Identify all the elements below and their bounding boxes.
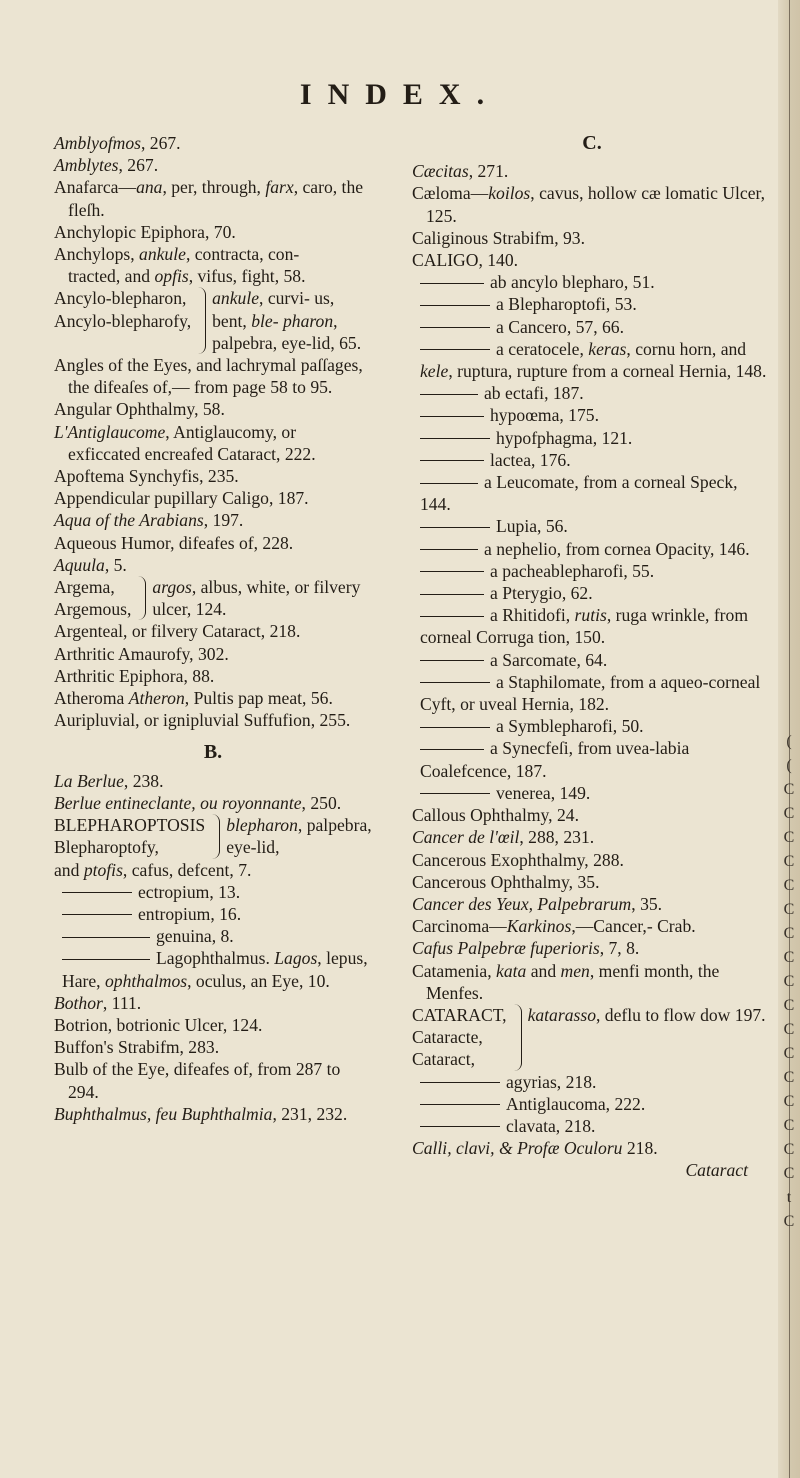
index-entry: CATARACT, bbox=[412, 1004, 507, 1025]
sub-entry bbox=[412, 560, 772, 582]
sub-entry bbox=[412, 649, 772, 671]
index-entry: Cancerous Ophthalmy, 35. bbox=[412, 871, 600, 892]
section-letter: C. bbox=[582, 132, 602, 154]
index-entry: La Berlue, 238. bbox=[54, 770, 164, 791]
sub-entries bbox=[412, 271, 772, 804]
sub-entry bbox=[412, 604, 772, 648]
ditto-dash bbox=[420, 305, 490, 306]
index-entry: CALIGO, 140. bbox=[412, 250, 519, 271]
ditto-dash bbox=[420, 549, 478, 550]
index-entry: Apoftema Synchyfis, 235. bbox=[54, 466, 239, 487]
sub-entry bbox=[412, 449, 772, 471]
edge-glyph: C bbox=[783, 1021, 795, 1038]
sub-entry-text: clavata, 218. bbox=[506, 1115, 596, 1136]
sub-entry bbox=[412, 338, 772, 382]
edge-glyph: C bbox=[783, 901, 795, 918]
sub-entry-text: Lupia, 56. bbox=[496, 516, 568, 537]
index-entry: Buphthalmus, feu Buphthalmia, 231, 232. bbox=[54, 1103, 348, 1124]
edge-glyph: C bbox=[783, 877, 795, 894]
sub-entry-text: hypoœma, 175. bbox=[490, 405, 599, 426]
sub-entry bbox=[412, 715, 772, 737]
bracket-gloss: ankule, curvi- us, bent, ble- pharon, palpebra, eye-lid, 65. bbox=[212, 288, 362, 353]
sub-entry-text: Lagophthalmus. Lagos, lepus, Hare, ophthalmos, oculus, an Eye, 10. bbox=[62, 948, 368, 991]
index-entry: Buffon's Strabifm, 283. bbox=[54, 1037, 220, 1058]
sub-entry-text: a Staphilomate, from a aqueo-corneal Cyft, or uveal Hernia, 182. bbox=[420, 671, 761, 715]
sub-entry-text: venerea, 149. bbox=[496, 782, 591, 803]
ditto-dash bbox=[420, 394, 478, 395]
bracket-gloss: katarasso, deflu to flow dow 197. bbox=[527, 1004, 766, 1025]
ditto-dash bbox=[420, 416, 484, 417]
sub-entry bbox=[412, 515, 772, 537]
sub-entry-text: a Sarcomate, 64. bbox=[490, 649, 608, 670]
sub-entry bbox=[412, 293, 772, 315]
bracket-group bbox=[412, 1004, 772, 1071]
sub-entry-text: a Leucomate, from a corneal Speck, 144. bbox=[420, 472, 738, 515]
sub-entry bbox=[412, 471, 772, 515]
index-entry: Cæcitas, 271. bbox=[412, 161, 509, 182]
sub-entry bbox=[412, 382, 772, 404]
index-entry: and ptofis, cafus, defcent, 7. bbox=[54, 859, 252, 880]
sub-entry bbox=[412, 1071, 772, 1093]
sub-entry bbox=[54, 881, 372, 903]
edge-glyph: C bbox=[783, 949, 795, 966]
sub-entry-text: a nephelio, from cornea Opacity, 146. bbox=[484, 538, 750, 559]
edge-glyph: C bbox=[783, 805, 795, 822]
edge-glyphs bbox=[780, 730, 798, 1234]
index-entry: L'Antiglaucome, Antiglaucomy, or exficcated encreafed Cataract, 222. bbox=[54, 421, 316, 464]
ditto-dash bbox=[62, 914, 132, 915]
edge-glyph: C bbox=[783, 973, 795, 990]
sub-entry bbox=[412, 271, 772, 293]
edge-glyph: C bbox=[783, 1165, 795, 1182]
index-entry: Argema, bbox=[54, 577, 115, 598]
edge-glyph: C bbox=[783, 829, 795, 846]
ditto-dash bbox=[420, 1082, 500, 1083]
index-entry: Argenteal, or filvery Cataract, 218. bbox=[54, 621, 301, 642]
index-entry: Caliginous Strabifm, 93. bbox=[412, 227, 585, 248]
sub-entry-text: ab ancylo blepharo, 51. bbox=[490, 272, 655, 293]
sub-entry-text: genuina, 8. bbox=[156, 926, 234, 947]
ditto-dash bbox=[420, 682, 490, 683]
index-entry: Anafarca—ana, per, through, farx, caro, the fleſh. bbox=[54, 177, 364, 220]
entries-a bbox=[54, 132, 372, 243]
edge-glyph: t bbox=[786, 1189, 792, 1206]
sub-entry-text: entropium, 16. bbox=[138, 903, 242, 924]
index-entry: Cælomа—koilos, cavus, hollow cæ lomatic Ulcer, 125. bbox=[412, 183, 766, 226]
ditto-dash bbox=[420, 460, 484, 461]
edge-glyph: C bbox=[783, 1141, 795, 1158]
sub-entry-text: a Pterygio, 62. bbox=[490, 583, 593, 604]
sub-entry bbox=[412, 782, 772, 804]
index-entry: Ancylo-blepharofy, bbox=[54, 310, 192, 331]
sub-entry-text: ectropium, 13. bbox=[138, 881, 241, 902]
sub-entries bbox=[54, 881, 372, 992]
index-entry: Cancer des Yeux, Palpebrarum, 35. bbox=[412, 893, 663, 914]
sub-entry bbox=[412, 1115, 772, 1137]
sub-entries bbox=[412, 1071, 772, 1138]
ditto-dash bbox=[420, 616, 484, 617]
index-entry: Carcinoma—Karkinos,—Cancer,- Crab. bbox=[412, 916, 696, 937]
sub-entry-text: hypofphagma, 121. bbox=[496, 427, 633, 448]
index-entry: Cancerous Exophthalmy, 288. bbox=[412, 849, 624, 870]
sub-entry bbox=[412, 404, 772, 426]
ditto-dash bbox=[420, 349, 490, 350]
index-entry: Aqua of the Arabians, 197. bbox=[54, 510, 244, 531]
ditto-dash bbox=[420, 660, 484, 661]
index-entry: Bulb of the Eye, difeafes of, from 287 to 294. bbox=[54, 1059, 341, 1102]
index-entry: Appendicular pupillary Caligo, 187. bbox=[54, 488, 309, 509]
edge-glyph: C bbox=[783, 781, 795, 798]
sub-entry-text: a ceratocele, keras, cornu horn, and kele, ruptura, rupture from a corneal Hernia, 148. bbox=[420, 338, 767, 382]
sub-entry bbox=[54, 947, 372, 991]
ditto-dash bbox=[420, 527, 490, 528]
ditto-dash bbox=[420, 571, 484, 572]
left-column bbox=[54, 132, 372, 1125]
bracket-gloss: argos, albus, white, or filvery ulcer, 124. bbox=[152, 577, 361, 620]
sub-entry bbox=[412, 671, 772, 715]
sub-entry-text: a Cancero, 57, 66. bbox=[496, 316, 625, 337]
ditto-dash bbox=[420, 1104, 500, 1105]
index-entry: Argemous, bbox=[54, 599, 132, 620]
sub-entry bbox=[412, 316, 772, 338]
edge-glyph: C bbox=[783, 1117, 795, 1134]
edge-glyph: ( bbox=[786, 757, 792, 774]
sub-entry bbox=[54, 903, 372, 925]
sub-entry-text: agyrias, 218. bbox=[506, 1071, 597, 1092]
ditto-dash bbox=[420, 283, 484, 284]
sub-entry bbox=[412, 427, 772, 449]
edge-glyph: C bbox=[783, 997, 795, 1014]
index-entry: Auripluvial, or ignipluvial Suffufion, 255. bbox=[54, 710, 351, 731]
bracket-group bbox=[54, 576, 372, 620]
section-letter: B. bbox=[203, 741, 223, 764]
sub-entry-text: lactea, 176. bbox=[490, 449, 571, 470]
brace bbox=[135, 576, 146, 620]
index-entry: Arthritic Amaurofy, 302. bbox=[54, 643, 229, 664]
edge-glyph: C bbox=[783, 925, 795, 942]
index-entry: Callous Ophthalmy, 24. bbox=[412, 805, 579, 826]
index-entry: Bothor, 111. bbox=[54, 992, 142, 1013]
ditto-dash bbox=[420, 1126, 500, 1127]
ditto-dash bbox=[62, 937, 150, 938]
sub-entry bbox=[412, 538, 772, 560]
adjacent-page-edge bbox=[778, 0, 800, 1478]
edge-glyph: C bbox=[783, 1045, 795, 1062]
index-entry: Amblytes, 267. bbox=[54, 155, 159, 176]
index-entry: Atheroma Atheron, Pultis pap meat, 56. bbox=[54, 688, 333, 709]
sub-entry-text: a Symblepharofi, 50. bbox=[496, 716, 644, 737]
bracket-group bbox=[54, 814, 372, 858]
ditto-dash bbox=[420, 749, 484, 750]
ditto-dash bbox=[62, 959, 150, 960]
index-entry: Botrion, botrionic Ulcer, 124. bbox=[54, 1014, 263, 1035]
catchword: Cataract bbox=[685, 1160, 748, 1181]
index-entry: Cataracte, bbox=[412, 1027, 483, 1048]
bracket-gloss: blepharon, palpebra, eye-lid, bbox=[226, 815, 372, 858]
index-entry: Berlue entineclante, ou royonnante, 250. bbox=[54, 792, 342, 813]
ditto-dash bbox=[420, 594, 484, 595]
brace bbox=[195, 287, 206, 354]
index-entry: Anchylopic Epiphora, 70. bbox=[54, 221, 236, 242]
edge-glyph: ( bbox=[786, 733, 792, 750]
index-entry: Cataract, bbox=[412, 1049, 476, 1070]
bracket-group bbox=[54, 287, 372, 354]
index-entry: Calli, clavi, & Profæ Oculoru 218. bbox=[412, 1138, 658, 1159]
sub-entry-text: Antiglaucoma, 222. bbox=[506, 1093, 646, 1114]
sub-entry-text: a Blepharoptofi, 53. bbox=[496, 294, 637, 315]
index-entry: Angular Ophthalmy, 58. bbox=[54, 399, 225, 420]
sub-entry-text: a pacheablepharofi, 55. bbox=[490, 560, 655, 581]
sub-entry bbox=[412, 1093, 772, 1115]
index-entry: Ancylo-blepharon, bbox=[54, 288, 187, 309]
ditto-dash bbox=[420, 327, 490, 328]
index-entry: Catamenia, kata and men, menfi month, the Menfes. bbox=[412, 960, 720, 1003]
sub-entry bbox=[412, 737, 772, 781]
ditto-dash bbox=[420, 793, 490, 794]
edge-glyph: C bbox=[783, 853, 795, 870]
index-entry: tracted, and opfis, vifus, fight, 58. bbox=[68, 266, 306, 287]
sub-entry bbox=[412, 582, 772, 604]
brace bbox=[209, 814, 220, 858]
edge-glyph: C bbox=[783, 1093, 795, 1110]
sub-entry-text: a Rhitidofi, rutis, ruga wrinkle, from corneal Corruga tion, 150. bbox=[420, 605, 749, 648]
index-entry: Cafus Palpebræ fuperioris, 7, 8. bbox=[412, 938, 640, 959]
ditto-dash bbox=[62, 892, 132, 893]
page-title: INDEX. bbox=[299, 78, 501, 111]
ditto-dash bbox=[420, 438, 490, 439]
right-column bbox=[412, 132, 772, 1182]
brace bbox=[511, 1004, 522, 1071]
index-entry: Blepharoptofy, bbox=[54, 837, 159, 858]
index-entry: Arthritic Epiphora, 88. bbox=[54, 665, 215, 686]
edge-glyph: C bbox=[783, 1213, 795, 1230]
sub-entry-text: a Synecfeſi, from uvea-labia Coalefcence, 187. bbox=[420, 738, 690, 781]
edge-glyph: C bbox=[783, 1069, 795, 1086]
index-entry: Cancer de l'œil, 288, 231. bbox=[412, 827, 595, 848]
index-entry: Angles of the Eyes, and lachrymal paſſages, the difeaſes of,— from page 58 to 95. bbox=[54, 355, 363, 398]
ditto-dash bbox=[420, 483, 478, 484]
index-entry: Anchylops, ankule, contracta, con- bbox=[54, 244, 300, 265]
index-entry: Aquula, 5. bbox=[54, 554, 127, 575]
sub-entry bbox=[54, 925, 372, 947]
index-entry: Amblyofmos, 267. bbox=[54, 133, 181, 153]
sub-entry-text: ab ectafi, 187. bbox=[484, 383, 584, 404]
ditto-dash bbox=[420, 727, 490, 728]
index-entry: Aqueous Humor, difeafes of, 228. bbox=[54, 532, 294, 553]
index-entry: BLEPHAROPTOSIS bbox=[54, 815, 206, 836]
